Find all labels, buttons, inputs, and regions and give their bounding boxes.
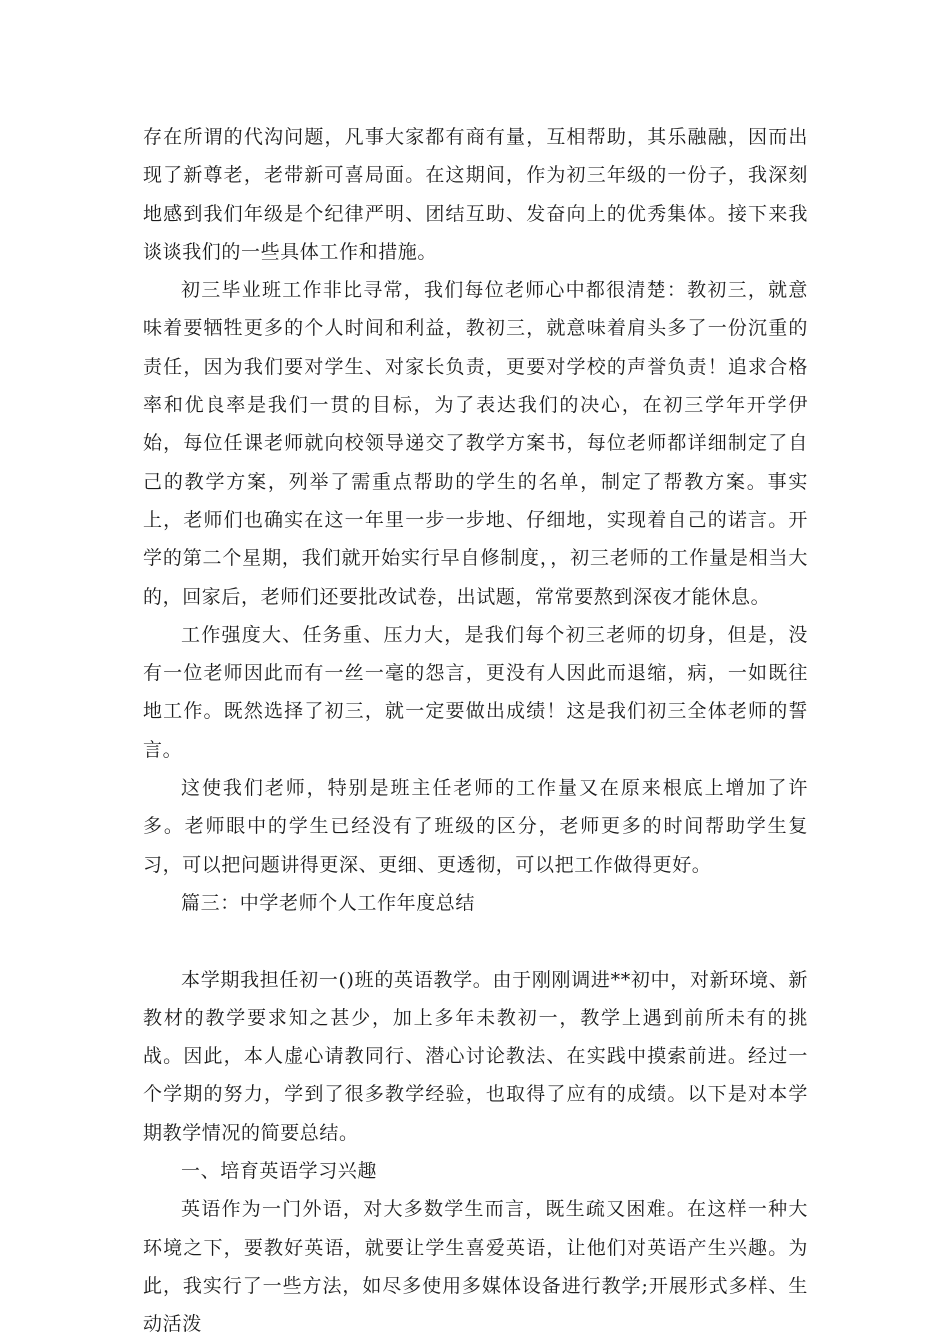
paragraph-workload: 这使我们老师，特别是班主任老师的工作量又在原来根底上增加了许多。老师眼中的学生已经没有了班级的区分，老师更多的时间帮助学生复习，可以把问题讲得更深、更细、更透彻，可以把工作做得更好。 [143,777,808,876]
paragraph-continuation: 存在所谓的代沟问题，凡事大家都有商有量，互相帮助，其乐融融，因而出现了新尊老，老带新可喜局面。在这期间，作为初三年级的一份子，我深刻地感到我们年级是个纪律严明、团结互助、发奋向上的优秀集体。接下来我谈谈我们的一些具体工作和措施。 [143,126,808,263]
paragraph-semester-intro: 本学期我担任初一()班的英语教学。由于刚刚调进**初中，对新环境、新教材的教学要求知之甚少，加上多年未教初一，教学上遇到前所未有的挑战。因此，本人虚心请教同行、潜心讨论教法、在实践中摸索前进。经过一个学期的努力，学到了很多教学经验，也取得了应有的成绩。以下是对本学期教学情况的简要总结。 [143,968,808,1144]
paragraph-work-intensity: 工作强度大、任务重、压力大，是我们每个初三老师的切身，但是，没有一位老师因此而有一丝一毫的怨言，更没有人因此而退缩，病，一如既往地工作。既然选择了初三，就一定要做出成绩！这是我们初三全体老师的誓言。 [143,623,808,761]
blank-line [143,922,808,960]
document-body [143,118,808,1344]
paragraph-graduating-class-work: 初三毕业班工作非比寻常，我们每位老师心中都很清楚：教初三，就意味着要牺牲更多的个人时间和利益，教初三，就意味着肩头多了一份沉重的责任，因为我们要对学生、对家长负责，更要对学校的声誉负责！追求合格率和优良率是我们一贯的目标，为了表达我们的决心，在初三学年开学伊始，每位任课老师就向校领导递交了教学方案书，每位老师都详细制定了自己的教学方案，列举了需重点帮助的学生的名单，制定了帮教方案。事实上，老师们也确实在这一年里一步一步地、仔细地，实现着自己的诺言。开学的第二个星期，我们就开始实行早自修制度，，初三老师的工作量是相当大的，回家后，老师们还要批改试卷，出试题，常常要熬到深夜才能休息。 [143,279,808,608]
subheading-interest: 一、培育英语学习兴趣 [181,1160,378,1183]
paragraph-english-interest: 英语作为一门外语，对大多数学生而言，既生疏又困难。在这样一种大环境之下，要教好英语，就要让学生喜爱英语，让他们对英语产生兴趣。为此，我实行了一些方法，如尽多使用多媒体设备进行教学;开展形式多样、生动活泼 [143,1198,808,1336]
section-heading-part-three: 篇三：中学老师个人工作年度总结 [181,891,476,914]
